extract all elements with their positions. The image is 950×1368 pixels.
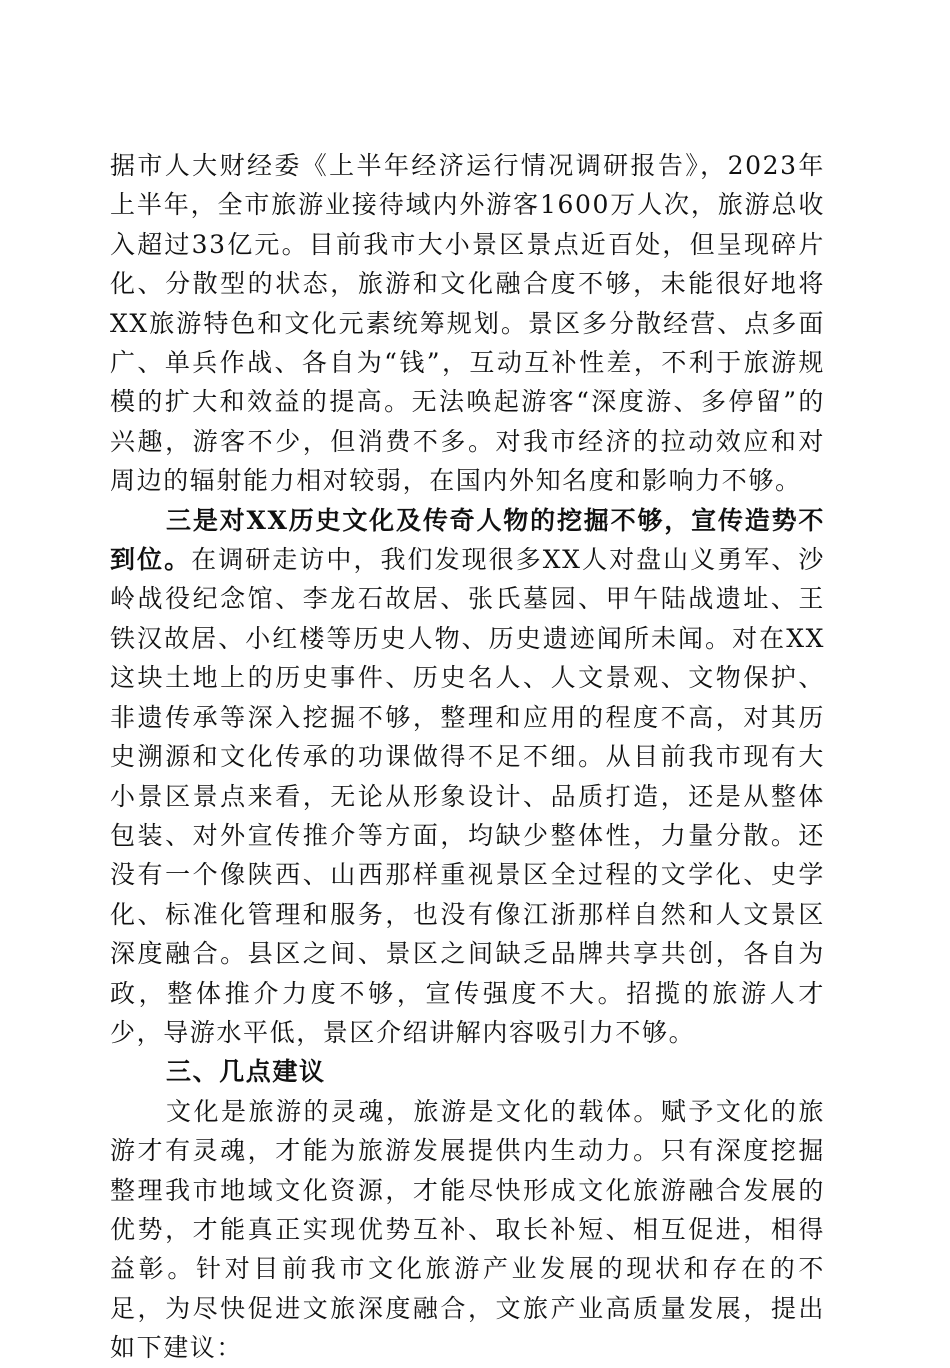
paragraph-history-culture: [110, 501, 825, 1053]
paragraph-suggestions-intro: 文化是旅游的灵魂，旅游是文化的载体。赋予文化的旅游才有灵魂，才能为旅游发展提供内生动力。只有深度挖掘整理我市地域文化资源，才能尽快形成文化旅游融合发展的优势，才能真正实现优势互补、取长补短、相互促进，相得益彰。针对目前我市文化旅游产业发展的现状和存在的不足，为尽快促进文旅深度融合，文旅产业高质量发展，提出如下建议：: [110, 1096, 825, 1363]
document-body: [110, 146, 825, 1368]
section-heading-suggestions: 三、几点建议: [166, 1057, 326, 1087]
paragraph-lead-heading: 三是对XX历史文化及传奇人物的挖掘不够，宣传造势不到位。: [110, 505, 825, 575]
paragraph-tourism-stats: 据市人大财经委《上半年经济运行情况调研报告》，2023年上半年，全市旅游业接待域内外游客1600万人次，旅游总收入超过33亿元。目前我市大小景区景点近百处，但呈现碎片化、分散型的状态，旅游和文化融合度不够，未能很好地将XX旅游特色和文化元素统筹规划。景区多分散经营、点多面广、单兵作战、各自为“钱”，互动互补性差，不利于旅游规模的扩大和效益的提高。无法唤起游客“深度游、多停留”的兴趣，游客不少，但消费不多。对我市经济的拉动效应和对周边的辐射能力相对较弱，在国内外知名度和影响力不够。: [110, 151, 825, 496]
paragraph-body-text: 在调研走访中，我们发现很多XX人对盘山义勇军、沙岭战役纪念馆、李龙石故居、张氏墓园、甲午陆战遗址、王铁汉故居、小红楼等历史人物、历史遗迹闻所未闻。对在XX这块土地上的历史事件、历史名人、人文景观、文物保护、非遗传承等深入挖掘不够，整理和应用的程度不高，对其历史溯源和文化传承的功课做得不足不细。从目前我市现有大小景区景点来看，无论从形象设计、品质打造，还是从整体包装、对外宣传推介等方面，均缺少整体性，力量分散。还没有一个像陕西、山西那样重视景区全过程的文学化、史学化、标准化管理和服务，也没有像江浙那样自然和人文景区深度融合。县区之间、景区之间缺乏品牌共享共创，各自为政，整体推介力度不够，宣传强度不大。招揽的旅游人才少，导游水平低，景区介绍讲解内容吸引力不够。: [110, 545, 825, 1047]
